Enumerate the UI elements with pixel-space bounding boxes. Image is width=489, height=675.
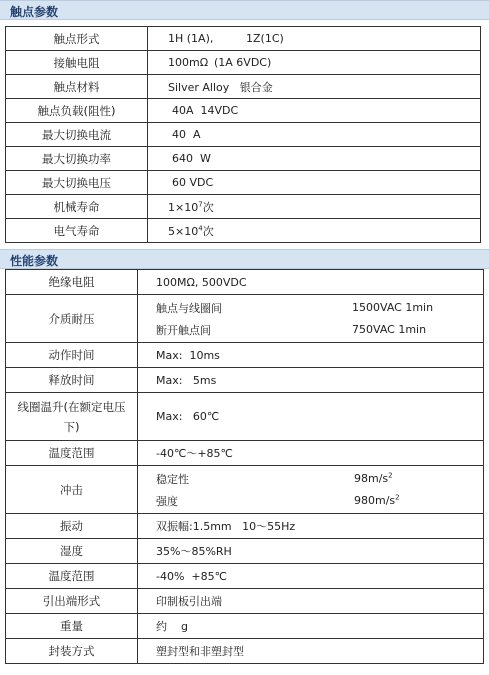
row-value: 40 A bbox=[148, 123, 481, 147]
elec-life-exp: 4 bbox=[198, 223, 203, 232]
row-value: Silver Alloy 银合金 bbox=[148, 75, 481, 99]
table-row bbox=[6, 614, 484, 639]
row-value bbox=[148, 195, 481, 219]
table-row bbox=[6, 270, 484, 295]
row-label: 动作时间 bbox=[6, 343, 138, 368]
mech-life-unit: 次 bbox=[202, 200, 214, 214]
row-label: 温度范围 bbox=[6, 564, 138, 589]
table-row bbox=[6, 195, 481, 219]
table-row bbox=[6, 639, 484, 664]
contact-resistance-value: 100mΩ bbox=[168, 56, 209, 69]
row-value: 塑封型和非塑封型 bbox=[138, 639, 484, 664]
row-label: 接触电阻 bbox=[6, 51, 148, 75]
table-row bbox=[6, 393, 484, 441]
contact-section-header bbox=[0, 0, 489, 20]
table-row bbox=[6, 75, 481, 99]
row-label: 引出端形式 bbox=[6, 589, 138, 614]
shock-item-name: 稳定性 bbox=[156, 472, 189, 486]
shock-value-exp: 2 bbox=[395, 493, 400, 502]
row-label: 冲击 bbox=[6, 466, 138, 514]
coil-temp-label-line2: 下) bbox=[63, 419, 80, 434]
row-value bbox=[148, 219, 481, 243]
shock-item-value bbox=[354, 494, 400, 507]
performance-table bbox=[5, 269, 484, 664]
shock-item bbox=[156, 468, 483, 490]
row-value: Max: 60℃ bbox=[138, 393, 484, 441]
table-row bbox=[6, 539, 484, 564]
shock-value-exp: 2 bbox=[388, 471, 393, 480]
table-row bbox=[6, 27, 481, 51]
dielectric-item bbox=[156, 319, 483, 341]
shock-item-value bbox=[354, 472, 393, 485]
row-value: 40A 14VDC bbox=[148, 99, 481, 123]
table-row bbox=[6, 147, 481, 171]
row-label: 重量 bbox=[6, 614, 138, 639]
coil-temp-label-line1: 线圈温升(在额定电压 bbox=[17, 399, 126, 414]
row-label: 触点材料 bbox=[6, 75, 148, 99]
contact-resistance-cond: (1A 6VDC) bbox=[214, 56, 272, 69]
table-row bbox=[6, 343, 484, 368]
mech-life-exp: 7 bbox=[198, 199, 203, 208]
row-label: 释放时间 bbox=[6, 368, 138, 393]
elec-life-base: 5×10 bbox=[168, 224, 199, 238]
dielectric-item-name: 触点与线圈间 bbox=[156, 301, 222, 315]
row-label: 绝缘电阻 bbox=[6, 270, 138, 295]
row-value bbox=[148, 27, 481, 51]
dielectric-item-name: 断开触点间 bbox=[156, 323, 211, 337]
contact-form-value: 1H (1A), bbox=[168, 32, 214, 45]
dielectric-item-value: 750VAC 1min bbox=[352, 323, 427, 336]
mech-life-base: 1×10 bbox=[168, 200, 199, 214]
table-row bbox=[6, 123, 481, 147]
row-label: 最大切换电压 bbox=[6, 171, 148, 195]
row-value: 印制板引出端 bbox=[138, 589, 484, 614]
table-row bbox=[6, 441, 484, 466]
row-label: 湿度 bbox=[6, 539, 138, 564]
row-value: Max: 10ms bbox=[138, 343, 484, 368]
row-value: -40℃～+85℃ bbox=[138, 441, 484, 466]
row-value: 双振幅:1.5mm 10～55Hz bbox=[138, 514, 484, 539]
table-row bbox=[6, 564, 484, 589]
row-label: 最大切换功率 bbox=[6, 147, 148, 171]
row-value bbox=[138, 466, 484, 514]
table-row bbox=[6, 589, 484, 614]
row-value: -40% +85℃ bbox=[138, 564, 484, 589]
row-value: 100MΩ, 500VDC bbox=[138, 270, 484, 295]
table-row bbox=[6, 99, 481, 123]
row-label: 机械寿命 bbox=[6, 195, 148, 219]
shock-item bbox=[156, 490, 483, 512]
table-row bbox=[6, 219, 481, 243]
performance-section-title: 性能参数 bbox=[10, 254, 59, 268]
shock-value-text: 980m/s bbox=[354, 494, 396, 507]
dielectric-item-value: 1500VAC 1min bbox=[352, 301, 434, 314]
shock-value-text: 98m/s bbox=[354, 472, 389, 485]
row-label: 触点负载(阻性) bbox=[6, 99, 148, 123]
row-value: Max: 5ms bbox=[138, 368, 484, 393]
table-row bbox=[6, 466, 484, 514]
row-label: 电气寿命 bbox=[6, 219, 148, 243]
row-value bbox=[138, 295, 484, 343]
table-row bbox=[6, 295, 484, 343]
table-row bbox=[6, 368, 484, 393]
row-label: 封装方式 bbox=[6, 639, 138, 664]
row-value: 约 g bbox=[138, 614, 484, 639]
table-row bbox=[6, 171, 481, 195]
row-label: 温度范围 bbox=[6, 441, 138, 466]
contact-section-title: 触点参数 bbox=[10, 5, 59, 19]
row-label: 触点形式 bbox=[6, 27, 148, 51]
row-label: 介质耐压 bbox=[6, 295, 138, 343]
row-label: 最大切换电流 bbox=[6, 123, 148, 147]
row-value: 60 VDC bbox=[148, 171, 481, 195]
row-label: 振动 bbox=[6, 514, 138, 539]
row-value bbox=[148, 51, 481, 75]
elec-life-unit: 次 bbox=[202, 224, 214, 238]
dielectric-item bbox=[156, 297, 483, 319]
contact-table bbox=[5, 26, 481, 243]
table-row bbox=[6, 51, 481, 75]
row-label bbox=[6, 393, 138, 441]
row-value: 35%～85%RH bbox=[138, 539, 484, 564]
contact-form-value-2: 1Z(1C) bbox=[246, 32, 284, 45]
shock-item-name: 强度 bbox=[156, 494, 178, 508]
performance-section-header bbox=[0, 249, 489, 269]
table-row bbox=[6, 514, 484, 539]
row-value: 640 W bbox=[148, 147, 481, 171]
